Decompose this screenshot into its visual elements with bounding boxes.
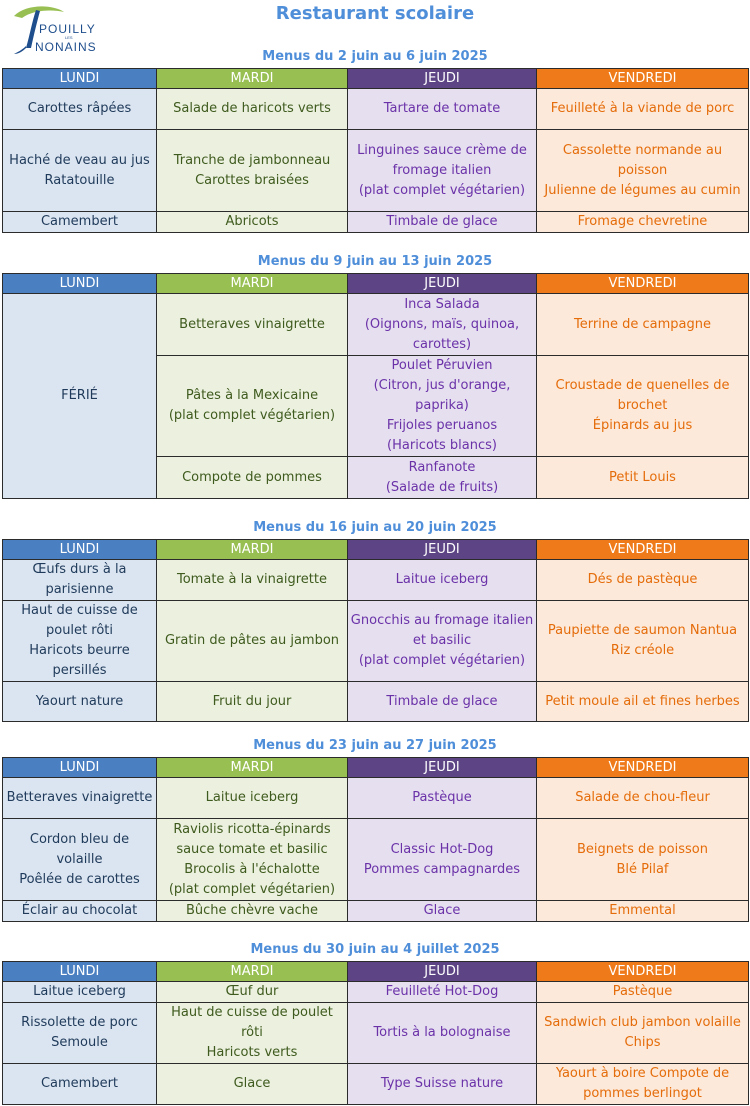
dish-line: brochet — [617, 398, 668, 413]
dish-line: Poêlée de carottes — [19, 871, 140, 887]
dish-line: Laitue iceberg — [395, 572, 489, 587]
dish-line: Frijoles peruanos — [386, 418, 498, 433]
menu-cell — [537, 89, 749, 130]
menu-cell — [348, 819, 537, 901]
day-header-lundi: LUNDI — [3, 274, 157, 294]
week-title: Menus du 23 juin au 27 juin 2025 — [253, 738, 497, 753]
day-header-vendredi: VENDREDI — [537, 274, 749, 294]
week-menu-table — [2, 757, 749, 922]
day-header-jeudi: JEUDI — [348, 540, 537, 560]
dish-line: Glace — [423, 903, 461, 918]
dish-line: Laitue iceberg — [205, 790, 299, 805]
day-header-jeudi: JEUDI — [348, 69, 537, 89]
menu-cell — [157, 1003, 348, 1064]
menu-cell — [348, 1064, 537, 1105]
menu-cell — [157, 89, 348, 130]
dish-line: Betteraves vinaigrette — [179, 316, 325, 332]
dish-line: (plat complet végétarien) — [358, 182, 526, 198]
menu-cell — [348, 457, 537, 499]
dish-line: Type Suisse nature — [380, 1076, 504, 1091]
dish-line: Yaourt à boire Compote de — [555, 1066, 730, 1081]
logo-text-les: LES — [65, 35, 73, 40]
dish-line: Haut de cuisse de poulet rôti — [171, 1005, 333, 1040]
dish-line: Beignets de poisson — [577, 841, 708, 857]
menu-cell — [537, 819, 749, 901]
dish-line: Compote de pommes — [182, 469, 322, 485]
day-header-vendredi: VENDREDI — [537, 540, 749, 560]
day-header-jeudi: JEUDI — [348, 758, 537, 778]
dish-line: Petit Louis — [609, 469, 676, 485]
menu-cell — [537, 212, 749, 233]
week-menu-table — [2, 273, 749, 499]
dish-line: Timbale de glace — [386, 214, 498, 229]
dish-line: Salade de chou-fleur — [575, 790, 710, 805]
dish-line: Ranfanote — [408, 459, 476, 475]
menu-cell — [537, 982, 749, 1003]
dish-line: Bûche chèvre vache — [186, 903, 318, 918]
menu-cell — [348, 130, 537, 212]
dish-line: Gratin de pâtes au jambon — [164, 633, 340, 648]
menu-cell — [348, 982, 537, 1003]
dish-line: Yaourt nature — [35, 693, 124, 709]
menu-cell — [157, 778, 348, 819]
menu-cell — [537, 1064, 749, 1105]
dish-line: Dés de pastèque — [587, 572, 698, 587]
menu-cell — [537, 457, 749, 499]
dish-line: Paupiette de saumon Nantua — [547, 623, 738, 638]
menu-cell — [537, 294, 749, 356]
dish-line: Riz créole — [610, 643, 675, 658]
menu-cell-ferie — [3, 294, 157, 499]
menu-cell — [3, 778, 157, 819]
menu-cell — [537, 130, 749, 212]
day-header-mardi: MARDI — [157, 274, 348, 294]
week-title: Menus du 9 juin au 13 juin 2025 — [257, 254, 493, 269]
page-title: Restaurant scolaire — [275, 3, 475, 24]
menu-cell — [157, 601, 348, 682]
menu-cell — [157, 901, 348, 922]
dish-line: (Citron, jus d'orange, — [373, 378, 511, 393]
menu-cell — [157, 130, 348, 212]
menu-cell — [157, 457, 348, 499]
day-header-mardi: MARDI — [157, 69, 348, 89]
menu-cell — [537, 1003, 749, 1064]
dish-line: Gnocchis au fromage italien — [350, 613, 534, 628]
menu-cell — [3, 819, 157, 901]
menu-cell — [157, 560, 348, 601]
dish-line: pommes berlingot — [583, 1086, 702, 1101]
dish-line: Pâtes à la Mexicaine — [185, 388, 319, 403]
menu-cell — [3, 212, 157, 233]
dish-line: Œuf dur — [225, 984, 279, 999]
dish-line: sauce tomate et basilic — [176, 841, 328, 857]
week-menu-table — [2, 539, 749, 722]
menu-cell — [3, 682, 157, 722]
dish-line: carottes) — [412, 336, 472, 352]
dish-line: Épinards au jus — [592, 418, 693, 433]
dish-line: Betteraves vinaigrette — [6, 790, 153, 805]
day-header-mardi: MARDI — [157, 758, 348, 778]
dish-line: Terrine de campagne — [573, 316, 712, 332]
menu-cell — [537, 601, 749, 682]
menu-cell — [157, 294, 348, 356]
dish-line: Salade de haricots verts — [173, 101, 331, 116]
menu-cell — [348, 356, 537, 457]
week-menu-table — [2, 961, 749, 1105]
dish-line: Rissolette de porc — [21, 1015, 138, 1030]
day-header-lundi: LUNDI — [3, 69, 157, 89]
menu-cell — [348, 682, 537, 722]
menu-cell — [157, 356, 348, 457]
day-header-lundi: LUNDI — [3, 962, 157, 982]
dish-line: Pommes campagnardes — [363, 861, 521, 877]
menu-cell — [3, 1003, 157, 1064]
dish-line: Tomate à la vinaigrette — [177, 572, 327, 587]
dish-line: fromage italien — [392, 162, 492, 178]
menu-cell — [157, 982, 348, 1003]
dish-line: Poulet Péruvien — [391, 358, 493, 373]
dish-line: Abricots — [225, 214, 279, 229]
dish-line: Pastèque — [412, 790, 472, 805]
day-header-vendredi: VENDREDI — [537, 758, 749, 778]
menu-cell — [3, 901, 157, 922]
dish-line: Tranche de jambonneau — [173, 152, 331, 168]
menu-cell — [348, 89, 537, 130]
dish-line: poulet rôti — [45, 623, 113, 638]
menu-cell — [157, 1064, 348, 1105]
dish-line: Fromage chevretine — [577, 214, 708, 229]
dish-line: (Oignons, maïs, quinoa, — [364, 316, 520, 332]
menu-cell — [348, 901, 537, 922]
dish-line: (Haricots blancs) — [387, 438, 497, 453]
day-header-vendredi: VENDREDI — [537, 69, 749, 89]
dish-line: Brocolis à l'échalotte — [184, 861, 320, 877]
dish-line: Cordon bleu de volaille — [29, 831, 130, 867]
menu-cell — [348, 560, 537, 601]
dish-line: Haricots beurre — [29, 643, 130, 658]
dish-line: Glace — [233, 1076, 271, 1091]
day-header-lundi: LUNDI — [3, 758, 157, 778]
menu-cell — [537, 901, 749, 922]
menu-cell — [537, 682, 749, 722]
week-title: Menus du 16 juin au 20 juin 2025 — [253, 520, 497, 535]
menu-cell — [537, 778, 749, 819]
dish-line: Linguines sauce crème de — [357, 142, 527, 158]
logo-text-pouilly: POUILLY — [39, 22, 96, 36]
dish-line: Éclair au chocolat — [21, 903, 138, 918]
menu-cell — [348, 294, 537, 356]
menu-cell — [3, 1064, 157, 1105]
dish-line: Tartare de tomate — [383, 101, 501, 116]
menu-cell — [157, 212, 348, 233]
dish-line: Tortis à la bolognaise — [373, 1025, 511, 1040]
dish-line: FÉRIÉ — [61, 388, 98, 403]
logo-text-nonains: NONAINS — [35, 40, 97, 54]
week-title: Menus du 30 juin au 4 juillet 2025 — [250, 942, 500, 957]
dish-line: Blé Pilaf — [616, 861, 669, 877]
menu-cell — [348, 1003, 537, 1064]
dish-line: Carottes braisées — [195, 172, 309, 188]
dish-line: paprika) — [415, 398, 469, 413]
dish-line: Pastèque — [612, 984, 673, 999]
dish-line: (plat complet végétarien) — [358, 653, 526, 668]
dish-line: Fruit du jour — [212, 693, 292, 709]
dish-line: Petit moule ail et fines herbes — [545, 693, 740, 709]
day-header-jeudi: JEUDI — [348, 962, 537, 982]
dish-line: (Salade de fruits) — [385, 479, 499, 495]
week-menu-table — [2, 68, 749, 233]
menu-cell — [348, 212, 537, 233]
menu-cell — [348, 601, 537, 682]
dish-line: Chips — [624, 1035, 661, 1050]
menu-cell — [3, 601, 157, 682]
menu-cell — [537, 560, 749, 601]
dish-line: et basilic — [412, 633, 472, 648]
dish-line: Classic Hot-Dog — [390, 841, 494, 857]
menu-cell — [157, 819, 348, 901]
day-header-mardi: MARDI — [157, 540, 348, 560]
dish-line: Inca Salada — [404, 296, 480, 312]
dish-line: Haricots verts — [206, 1045, 298, 1060]
dish-line: Croustade de quenelles de — [555, 378, 730, 393]
dish-line: parisienne — [45, 582, 114, 597]
dish-line: Camembert — [40, 214, 119, 229]
dish-line: Laitue iceberg — [33, 984, 126, 999]
dish-line: Cassolette normande au poisson — [562, 142, 723, 178]
dish-line: (plat complet végétarien) — [168, 408, 336, 423]
dish-line: Ratatouille — [44, 172, 115, 188]
dish-line: Camembert — [40, 1076, 119, 1091]
dish-line: Haché de veau au jus — [9, 152, 150, 168]
dish-line: Feuilleté à la viande de porc — [550, 101, 735, 116]
dish-line: persillés — [52, 663, 107, 678]
menu-cell — [537, 356, 749, 457]
menu-cell — [3, 89, 157, 130]
menu-cell — [348, 778, 537, 819]
dish-line: Feuilleté Hot-Dog — [385, 984, 499, 999]
dish-line: Raviolis ricotta-épinards — [173, 821, 331, 837]
dish-line: Julienne de légumes au cumin — [544, 182, 741, 198]
dish-line: Semoule — [51, 1035, 108, 1050]
day-header-jeudi: JEUDI — [348, 274, 537, 294]
dish-line: (plat complet végétarien) — [168, 881, 336, 897]
day-header-lundi: LUNDI — [3, 540, 157, 560]
day-header-mardi: MARDI — [157, 962, 348, 982]
dish-line: Haut de cuisse de — [21, 603, 138, 618]
dish-line: Carottes râpées — [27, 101, 132, 116]
menu-cell — [3, 982, 157, 1003]
dish-line: Sandwich club jambon volaille — [544, 1015, 741, 1030]
week-title: Menus du 2 juin au 6 juin 2025 — [262, 49, 488, 64]
dish-line: Œufs durs à la — [32, 562, 127, 577]
menu-cell — [3, 560, 157, 601]
day-header-vendredi: VENDREDI — [537, 962, 749, 982]
menu-cell — [157, 682, 348, 722]
menu-cell — [3, 130, 157, 212]
dish-line: Timbale de glace — [386, 693, 498, 709]
dish-line: Emmental — [609, 903, 676, 918]
